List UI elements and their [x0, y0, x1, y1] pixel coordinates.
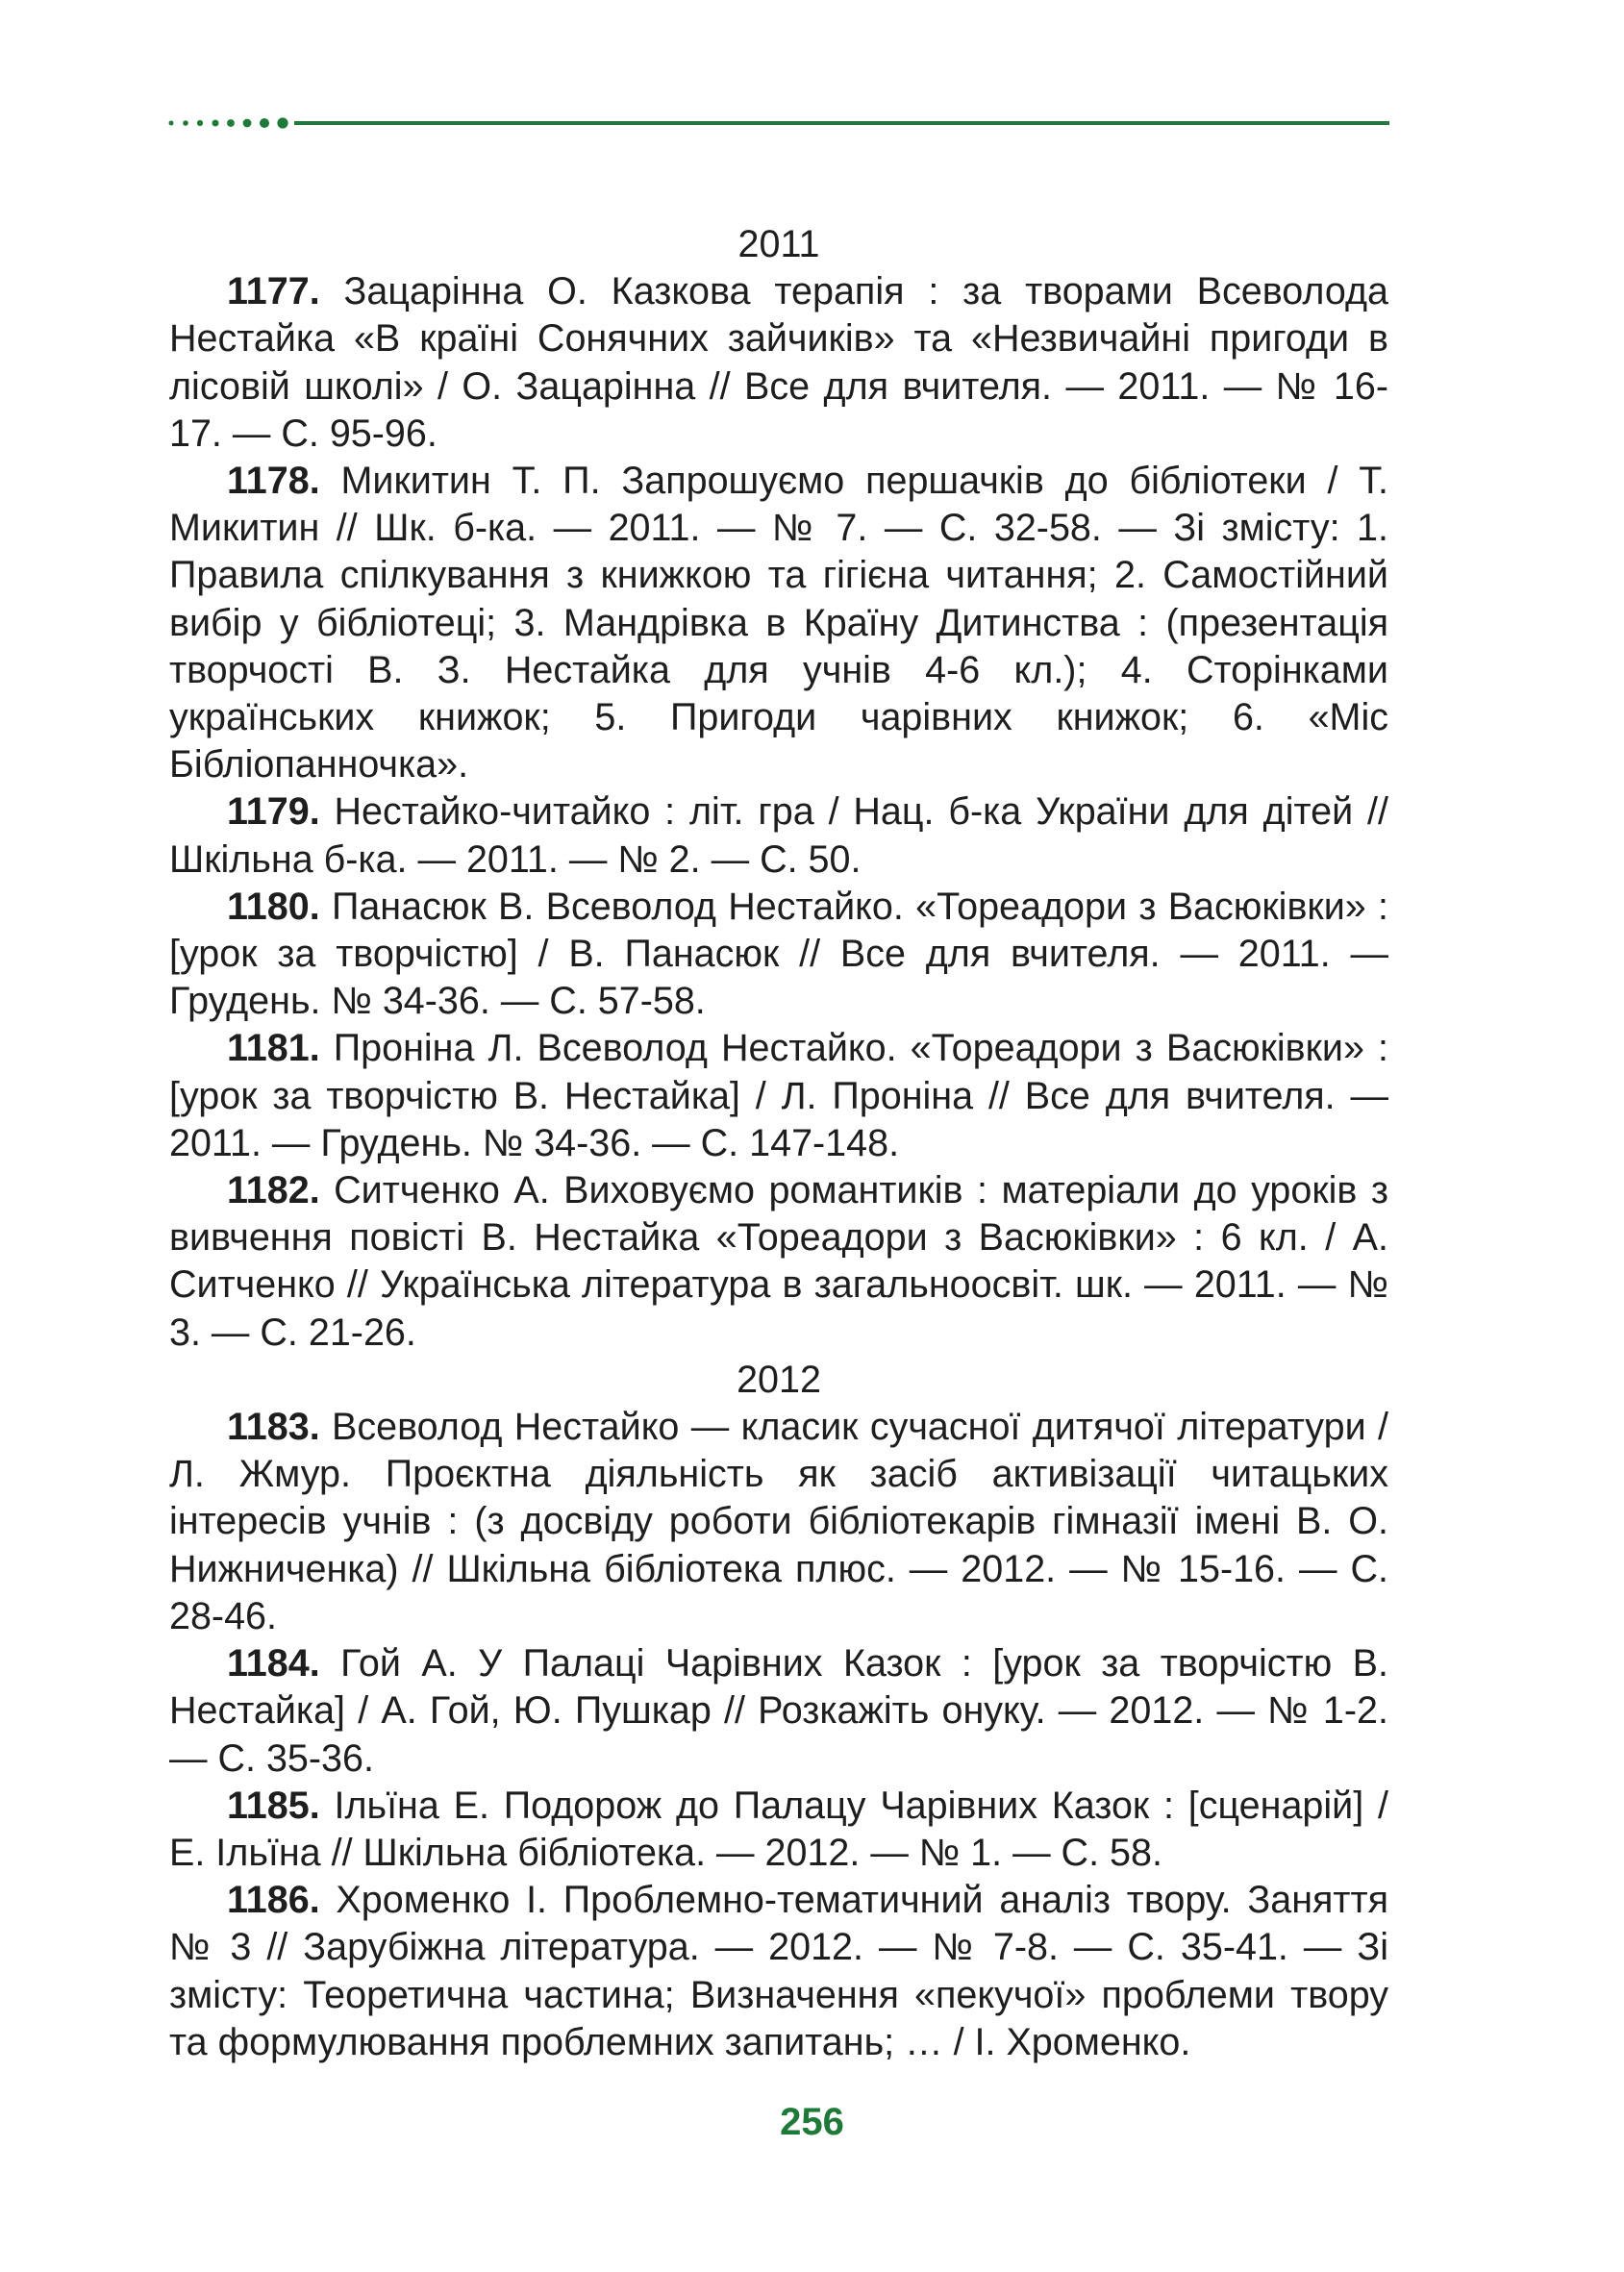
year-heading-2011: 2011 [737, 223, 820, 265]
entry-text: Зацарінна О. Казкова терапія : за творами Всеволода Нестайка «В країні Сонячних зайчиків» та «Незвичайні пригоди в лісовій школі» / О. Зацарінна // Все для вчителя. — 2011. — № 16-17. — С. 95-96. [169, 270, 1388, 455]
entry-text: Проніна Л. Всеволод Нестайко. «Тореадори з Васюківки» : [урок за творчістю В. Нестайка] / Л. Проніна // Все для вчителя. — 2011. — Грудень. № 34-36. — С. 147-148. [169, 1027, 1388, 1164]
bibliography-entry [169, 458, 1388, 788]
page-number: 256 [780, 2101, 844, 2143]
entry-number: 1184. [227, 1642, 320, 1685]
bibliography-entry [169, 1783, 1388, 1877]
entry-number: 1186. [227, 1879, 320, 1922]
bibliography-entry [169, 1167, 1388, 1357]
bibliography-entry [169, 268, 1388, 458]
bibliography-entry [169, 788, 1388, 883]
bibliography-entry [169, 1640, 1388, 1783]
bibliography-entry [169, 1404, 1388, 1640]
entry-number: 1183. [227, 1406, 320, 1449]
entry-text: Хроменко І. Проблемно-тематичний аналіз твору. Заняття № 3 // Зарубіжна література. — 2012. — № 7-8. — С. 35-41. — Зі змісту: Теоретична частина; Визначення «пекучої» проблеми твору та формулювання проблемних запитань; … / І. Хроменко. [169, 1879, 1388, 2063]
entry-text: Ільїна Е. Подорож до Палацу Чарівних Казок : [сценарій] / Е. Ільїна // Шкільна бібліотека. — 2012. — № 1. — С. 58. [169, 1784, 1388, 1874]
entry-number: 1177. [227, 270, 320, 313]
header-dotted-rule [168, 115, 1389, 131]
bibliography-entry [169, 1025, 1388, 1167]
bibliography-entry [169, 884, 1388, 1026]
bibliography-content [169, 221, 1388, 2066]
entry-text: Всеволод Нестайко — класик сучасної дитячої літератури / Л. Жмур. Проєктна діяльність як засіб активізації читацьких інтересів учнів : (з досвіду роботи бібліотекарів гімназії імені В. О. Нижниченка) // Шкільна бібліотека плюс. — 2012. — № 15-16. — С. 28-46. [169, 1406, 1388, 1637]
entry-text: Гой А. У Палаці Чарівних Казок : [урок за творчістю В. Нестайка] / А. Гой, Ю. Пушкар // Розкажіть онуку. — 2012. — № 1-2. — С. 35-36. [169, 1642, 1388, 1780]
year-heading-2012: 2012 [737, 1358, 821, 1401]
entry-number: 1179. [227, 790, 320, 834]
entry-number: 1182. [227, 1169, 320, 1212]
entry-number: 1181. [227, 1027, 320, 1070]
entry-text: Ситченко А. Виховуємо романтиків : матеріали до уроків з вивчення повісті В. Нестайка «Тореадори з Васюківки» : 6 кл. / А. Ситченко // Українська література в загальноосвіт. шк. — 2011. — № 3. — С. 21-26. [169, 1169, 1388, 1354]
entry-text: Нестайко-читайко : літ. гра / Нац. б-ка України для дітей // Шкільна б-ка. — 2011. — № 2. — С. 50. [169, 790, 1388, 881]
entry-text: Панасюк В. Всеволод Нестайко. «Тореадори з Васюківки» : [урок за творчістю] / В. Панасюк // Все для вчителя. — 2011. — Грудень. № 34-36. — С. 57-58. [169, 885, 1388, 1023]
entry-text: Микитин Т. П. Запрошуємо першачків до бібліотеки / Т. Микитин // Шк. б-ка. — 2011. — № 7. — С. 32-58. — Зі змісту: 1. Правила спілкування з книжкою та гігієна читання; 2. Самостійний вибір у бібліотеці; 3. Мандрівка в Країну Дитинства : (презентація творчості В. З. Нестайка для учнів 4-6 кл.); 4. Сторінками українських книжок; 5. Пригоди чарівних книжок; 6. «Міс Бібліопанночка». [169, 460, 1388, 786]
entry-number: 1178. [227, 460, 320, 503]
entry-number: 1185. [227, 1784, 320, 1827]
bibliography-entry [169, 1877, 1388, 2066]
entry-number: 1180. [227, 885, 320, 928]
